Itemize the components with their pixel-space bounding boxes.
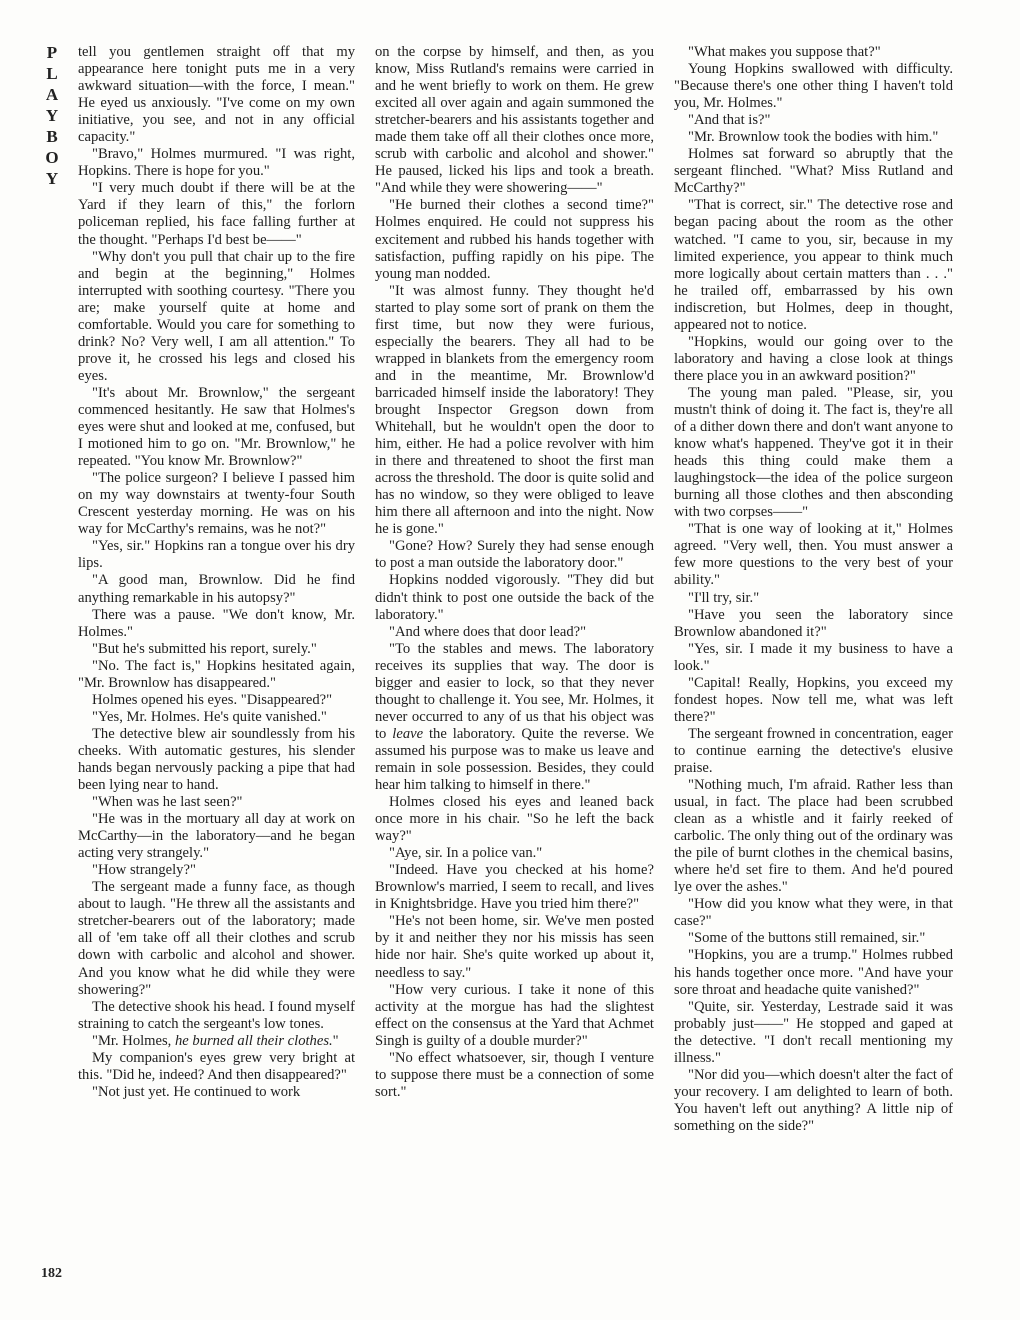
paragraph: "He burned their clothes a second time?" Holmes enquired. He could not suppress his excitement and rubbed his hands together with satisfaction, puffing rapidly on his pipe. The young man nodded. bbox=[375, 197, 654, 282]
page-number: 182 bbox=[41, 1266, 62, 1281]
paragraph: Holmes closed his eyes and leaned back once more in his chair. "So he left the back way?" bbox=[375, 794, 654, 845]
paragraph: "Capital! Really, Hopkins, you exceed my fondest hopes. Now tell me, what was left there?" bbox=[674, 674, 953, 725]
paragraph: "Mr. Holmes, he burned all their clothes." bbox=[92, 1032, 339, 1049]
paragraph: The detective blew air soundlessly from his cheeks. With automatic gestures, his slender hands began nervously packing a pipe that had been lying near to hand. bbox=[78, 725, 355, 794]
paragraph: "Not just yet. He continued to work bbox=[92, 1083, 301, 1100]
paragraph: "And where does that door lead?" bbox=[389, 623, 587, 640]
paragraph: The sergeant frowned in concentration, eager to continue earning the detective's elusive praise. bbox=[674, 725, 953, 776]
text-column-3 bbox=[674, 44, 953, 1294]
paragraph: "Quite, sir. Yesterday, Lestrade said it was probably just——" He stopped and gaped at the detective. "I don't recall mentioning my illness." bbox=[674, 998, 953, 1066]
masthead-text: P L A Y B O Y bbox=[45, 43, 59, 188]
masthead bbox=[40, 42, 64, 189]
paragraph: "How very curious. I take it none of this activity at the morgue has had the slightest effect on the consensus at the Yard that Achmet Singh is guilty of a double murder?" bbox=[375, 981, 654, 1049]
paragraph: "A good man, Brownlow. Did he find anything remarkable in his autopsy?" bbox=[78, 572, 355, 606]
paragraph: "Have you seen the laboratory since Brownlow abandoned it?" bbox=[674, 606, 953, 640]
paragraph: "Aye, sir. In a police van." bbox=[389, 845, 543, 862]
paragraph: "What makes you suppose that?" bbox=[688, 44, 881, 60]
text-column-2 bbox=[375, 44, 654, 1294]
paragraph: "How strangely?" bbox=[92, 862, 196, 879]
paragraph: "Bravo," Holmes murmured. "I was right, Hopkins. There is hope for you." bbox=[78, 146, 355, 180]
paragraph: tell you gentlemen straight off that my appearance here tonight puts me in a very awkward situation—with the force, I mean." He eyed us anxiously. "I've come on my own initiative, you see, and not in any official capacity." bbox=[78, 44, 355, 146]
paragraph: Holmes sat forward so abruptly that the sergeant flinched. "What? Miss Rutland and McCarthy?" bbox=[674, 146, 953, 197]
paragraph: "That is one way of looking at it," Holmes agreed. "Very well, then. You must answer a few more questions to the very best of your ability." bbox=[674, 521, 953, 589]
paragraph: "Hopkins, would our going over to the laboratory and having a close look at things there place you in an awkward position?" bbox=[674, 333, 953, 384]
paragraph: "It was almost funny. They thought he'd started to play some sort of prank on them the first time, but now they were furious, especially the bearers. They all had to be wrapped in blankets from the emergency room and in the meantime, Mr. Brownlow'd barricaded himself inside the laboratory! They brought Inspector Gregson down from Whitehall, but he wouldn't open the door to him, either. He had a police revolver with him in there and threatened to shoot the first man across the threshold. The door is quite solid and has no window, so they were obliged to leave him there all afternoon and into the night. Now he is gone." bbox=[375, 282, 654, 538]
text-column-1 bbox=[78, 44, 355, 1294]
paragraph: The young man paled. "Please, sir, you mustn't think of doing it. The fact is, they're all of a dither down there and don't want anyone to know what's happened. They've got it in their heads this thing could make them a laughingstock—the idea of the police surgeon burning all those clothes and then absconding with two corpses——" bbox=[674, 384, 953, 521]
paragraph: "I very much doubt if there will be at the Yard if they learn of this," the forlorn policeman replied, his face falling further at the thought. "Perhaps I'd best be——" bbox=[78, 180, 355, 248]
paragraph: "Yes, sir. I made it my business to have a look." bbox=[674, 640, 953, 674]
paragraph: "Yes, sir." Hopkins ran a tongue over his dry lips. bbox=[78, 538, 355, 572]
paragraph: "Gone? How? Surely they had sense enough to post a man outside the laboratory door." bbox=[375, 538, 654, 572]
paragraph: "To the stables and mews. The laboratory receives its supplies that way. The door is bigger and easier to lock, so that they never thought to challenge it. You see, Mr. Holmes, it never occurred to any of us that his object was to leave the laboratory. Quite the reverse. We assumed his purpose was to make us leave and remain in sole possession. Besides, they could hear him talking to himself in there." bbox=[375, 640, 654, 794]
paragraph: "Nor did you—which doesn't alter the fact of your recovery. I am delighted to learn of both. You haven't left out anything? A little nip of something on the side?" bbox=[674, 1066, 953, 1134]
paragraph: "He was in the mortuary all day at work on McCarthy—in the laboratory—and he began acting very strangely." bbox=[78, 811, 355, 862]
paragraph: My companion's eyes grew very bright at this. "Did he, indeed? And then disappeared?" bbox=[78, 1049, 355, 1083]
paragraph: The sergeant made a funny face, as though about to laugh. "He threw all the assistants and stretcher-bearers out of the laboratory; made all of 'em take off all their clothes and scrub down with carbolic and alcohol and shower. And you know what he did while they were showering?" bbox=[78, 879, 355, 998]
paragraph: "It's about Mr. Brownlow," the sergeant commenced hesitantly. He saw that Holmes's eyes were shut and looked at me, confused, but I motioned him to go on. "Mr. Brownlow," he repeated. "You know Mr. Brownlow?" bbox=[78, 384, 355, 470]
paragraph: "Nothing much, I'm afraid. Rather less than usual, in fact. The place had been scrubbed clean as a whistle and it fairly reeked of carbolic. The only thing out of the ordinary was the pile of burnt clothes in the chemical basins, where he'd set fire to them. And he'd poured lye over the ashes." bbox=[674, 777, 953, 896]
paragraph: The detective shook his head. I found myself straining to catch the sergeant's low tones. bbox=[78, 998, 355, 1032]
paragraph: Young Hopkins swallowed with difficulty. "Because there's one other thing I haven't told you, Mr. Holmes." bbox=[674, 61, 953, 112]
paragraph: "When was he last seen?" bbox=[92, 794, 243, 811]
paragraph: "Why don't you pull that chair up to the fire and begin at the beginning," Holmes interrupted with soothing courtesy. "There you are; make yourself quite at home and comfortable. Would you care for something to drink? No? Very well, I am all attention." To prove it, he crossed his legs and closed his eyes. bbox=[78, 248, 355, 384]
paragraph: "I'll try, sir." bbox=[688, 589, 760, 606]
paragraph: on the corpse by himself, and then, as you know, Miss Rutland's remains were carried in and he went briefly to work on them. He grew excited all over again and again summoned the stretcher-bearers and his assistants together and made them take off all their clothes once more, scrub with carbolic and alcohol and shower." He paused, licked his lips and took a breath. "And while they were showering——" bbox=[375, 44, 654, 197]
paragraph: "But he's submitted his report, surely." bbox=[92, 640, 317, 657]
paragraph: "The police surgeon? I believe I passed him on my way downstairs at twenty-four South Crescent yesterday morning. He was on his way for McCarthy's remains, was he not?" bbox=[78, 470, 355, 538]
paragraph: There was a pause. "We don't know, Mr. Holmes." bbox=[78, 606, 355, 640]
paragraph: "Indeed. Have you checked at his home? Brownlow's married, I seem to recall, and lives in Knightsbridge. Have you tried him there?" bbox=[375, 862, 654, 913]
paragraph: "Hopkins, you are a trump." Holmes rubbed his hands together once more. "And have your sore throat and headache quite vanished?" bbox=[674, 947, 953, 998]
paragraph: "No effect whatsoever, sir, though I venture to suppose there must be a connection of some sort." bbox=[375, 1049, 654, 1100]
paragraph: "He's not been home, sir. We've men posted by it and neither they nor his missis has seen hide nor hair. She's quite worked up about it, needless to say." bbox=[375, 913, 654, 981]
paragraph: "Yes, Mr. Holmes. He's quite vanished." bbox=[92, 708, 327, 725]
paragraph: "Mr. Brownlow took the bodies with him." bbox=[688, 129, 939, 146]
paragraph: "And that is?" bbox=[688, 112, 771, 129]
paragraph: "No. The fact is," Hopkins hesitated again, "Mr. Brownlow has disappeared." bbox=[78, 657, 355, 691]
paragraph: Holmes opened his eyes. "Disappeared?" bbox=[92, 691, 333, 708]
paragraph: "That is correct, sir." The detective rose and began pacing about the room as the other watched. "I came to you, sir, because in my limited experience, you appear to think much more logically about certain matters than . . ." he trailed off, embarrassed by his own indiscretion, but Holmes, deep in thought, appeared not to notice. bbox=[674, 197, 953, 333]
paragraph: "Some of the buttons still remained, sir." bbox=[688, 930, 926, 947]
paragraph: Hopkins nodded vigorously. "They did but didn't think to post one outside the back of the laboratory." bbox=[375, 572, 654, 623]
paragraph: "How did you know what they were, in that case?" bbox=[674, 896, 953, 930]
